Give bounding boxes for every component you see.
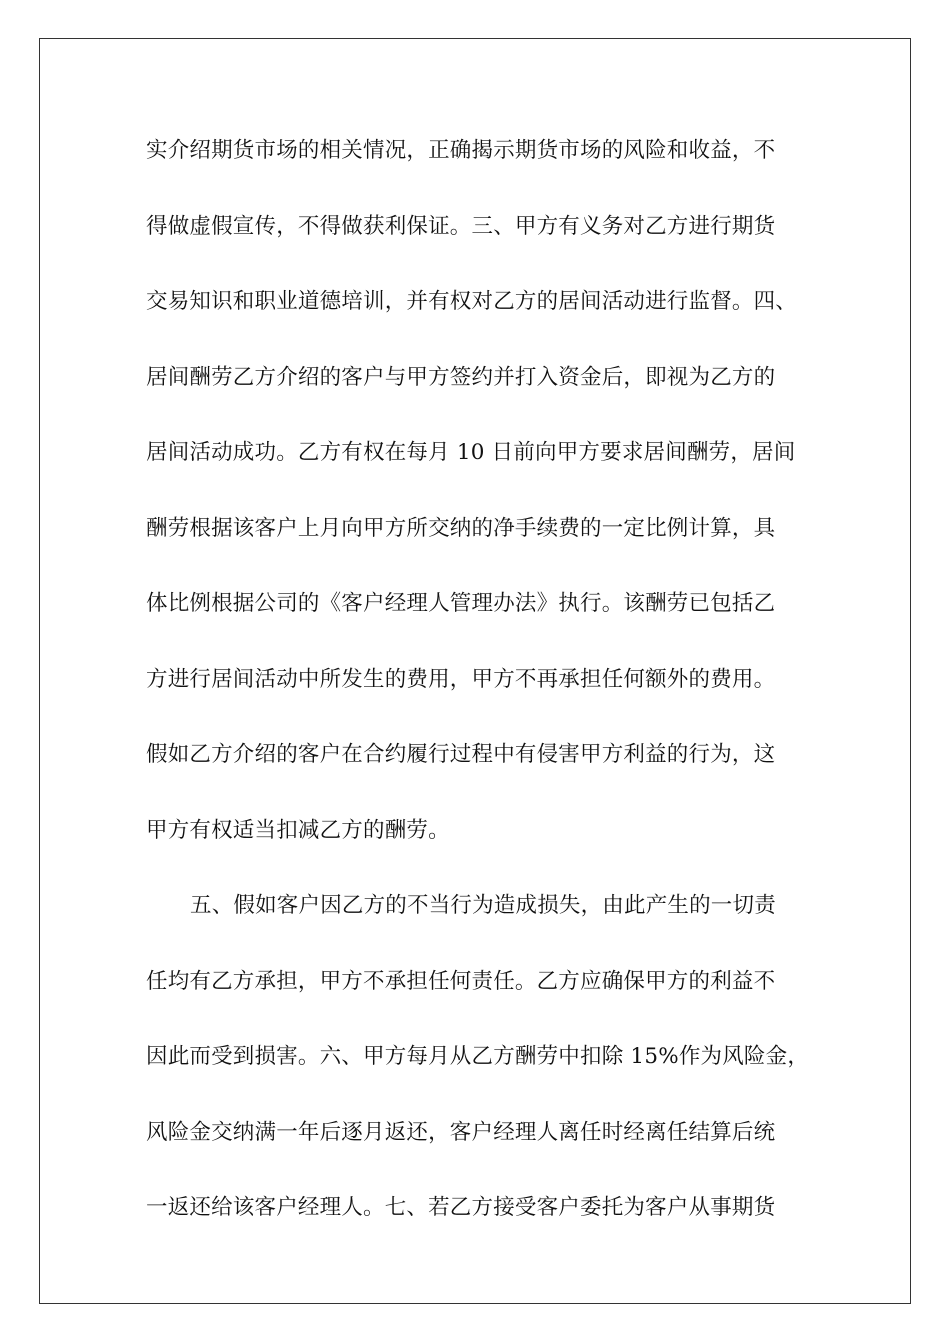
text-line-12: 任均有乙方承担，甲方不承担任何责任。乙方应确保甲方的利益不 [146,968,776,994]
text-line-9: 假如乙方介绍的客户在合约履行过程中有侵害甲方利益的行为，这 [146,742,776,767]
document-body [146,128,816,1261]
text-line-1: 实介绍期货市场的相关情况，正确揭示期货市场的风险和收益，不 [146,138,776,163]
text-line-5: 居间活动成功。乙方有权在每月 10 日前向甲方要求居间酬劳，居间 [146,440,796,465]
paragraph-start-line: 五、假如客户因乙方的不当行为造成损失，由此产生的一切责 [190,893,776,918]
text-line-4: 居间酬劳乙方介绍的客户与甲方签约并打入资金后，即视为乙方的 [146,364,776,390]
text-line-13: 因此而受到损害。六、甲方每月从乙方酬劳中扣除 15%作为风险金， [146,1044,810,1069]
text-line-15: 一返还给该客户经理人。七、若乙方接受客户委托为客户从事期货 [146,1195,776,1220]
text-line-3: 交易知识和职业道德培训，并有权对乙方的居间活动进行监督。四、 [146,289,798,314]
text-line-14: 风险金交纳满一年后逐月返还，客户经理人离任时经离任结算后统 [146,1119,776,1145]
text-line-2: 得做虚假宣传，不得做获利保证。三、甲方有义务对乙方进行期货 [146,213,776,239]
text-line-10: 甲方有权适当扣减乙方的酬劳。 [146,817,450,843]
text-line-7: 体比例根据公司的《客户经理人管理办法》执行。该酬劳已包括乙 [146,591,776,616]
text-line-6: 酬劳根据该客户上月向甲方所交纳的净手续费的一定比例计算，具 [146,515,776,541]
text-line-8: 方进行居间活动中所发生的费用，甲方不再承担任何额外的费用。 [146,666,776,692]
